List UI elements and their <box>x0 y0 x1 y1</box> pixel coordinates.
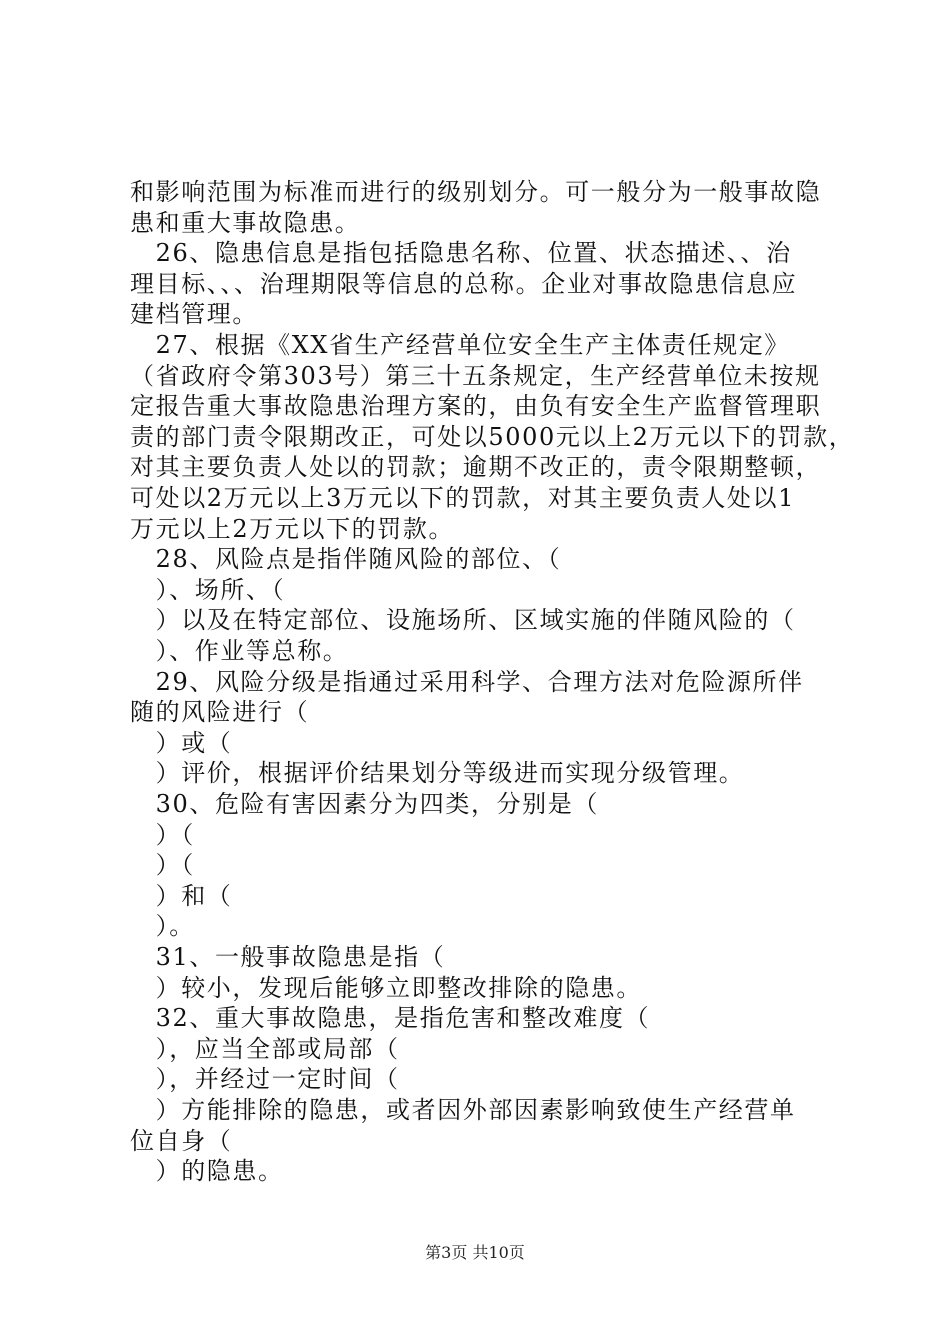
page-footer: 第3页 共10页 <box>425 1243 525 1262</box>
text-line: ），并经过一定时间（ <box>130 1065 400 1094</box>
text-line: ）或（ <box>130 728 233 757</box>
text-line: 理目标、、、治理期限等信息的总称。企业对事故隐患信息应 <box>130 269 798 298</box>
text-line: 随的风险进行（ <box>130 698 310 727</box>
text-line: ）、作业等总称。 <box>130 637 349 665</box>
text-line: ）方能排除的隐患，或者因外部因素影响致使生产经营单 <box>130 1096 796 1124</box>
text-line: 定报告重大事故隐患治理方案的，由负有安全生产监督管理职 <box>130 392 822 421</box>
text-line: （省政府令第303号）第三十五条规定，生产经营单位未按规 <box>130 361 821 390</box>
text-line: ），应当全部或局部（ <box>130 1034 400 1063</box>
text-line: 27、根据《XX省生产经营单位安全生产主体责任规定》 <box>130 331 790 359</box>
text-line: 26、隐患信息是指包括隐患名称、位置、状态描述、、治 <box>130 239 792 268</box>
text-line: ）、场所、（ <box>130 575 286 604</box>
text-line: 30、危险有害因素分为四类，分别是（ <box>130 790 599 818</box>
text-line: 对其主要负责人处以的罚款；逾期不改正的，责令限期整顿， <box>130 453 822 482</box>
text-line: 29、风险分级是指通过采用科学、合理方法对危险源所伴 <box>130 667 804 696</box>
text-line: 责的部门责令限期改正，可处以5000元以上2万元以下的罚款， <box>130 422 855 451</box>
text-line: ）和（ <box>130 881 233 910</box>
text-line: ）较小，发现后能够立即整改排除的隐患。 <box>130 973 642 1002</box>
text-line: 和影响范围为标准而进行的级别划分。可一般分为一般事故隐 <box>130 178 822 206</box>
text-line: ）评价，根据评价结果划分等级进而实现分级管理。 <box>130 759 745 788</box>
text-line: 28、风险点是指伴随风险的部位、（ <box>130 545 562 574</box>
text-line: 可处以2万元以上3万元以下的罚款，对其主要负责人处以1 <box>130 484 796 512</box>
text-line: 位自身（ <box>130 1126 233 1155</box>
text-line: ）（ <box>130 820 195 849</box>
text-line: ）的隐患。 <box>130 1157 284 1186</box>
text-line: ）（ <box>130 851 195 880</box>
text-line: 32、重大事故隐患，是指危害和整改难度（ <box>130 1004 651 1033</box>
text-line: 31、一般事故隐患是指（ <box>130 943 446 971</box>
text-line: 建档管理。 <box>130 300 258 329</box>
text-line: 万元以上2万元以下的罚款。 <box>130 514 455 543</box>
text-line: 患和重大事故隐患。 <box>130 208 361 237</box>
text-line: ）。 <box>130 912 195 941</box>
text-line: ）以及在特定部位、设施场所、区域实施的伴随风险的（ <box>130 606 796 635</box>
